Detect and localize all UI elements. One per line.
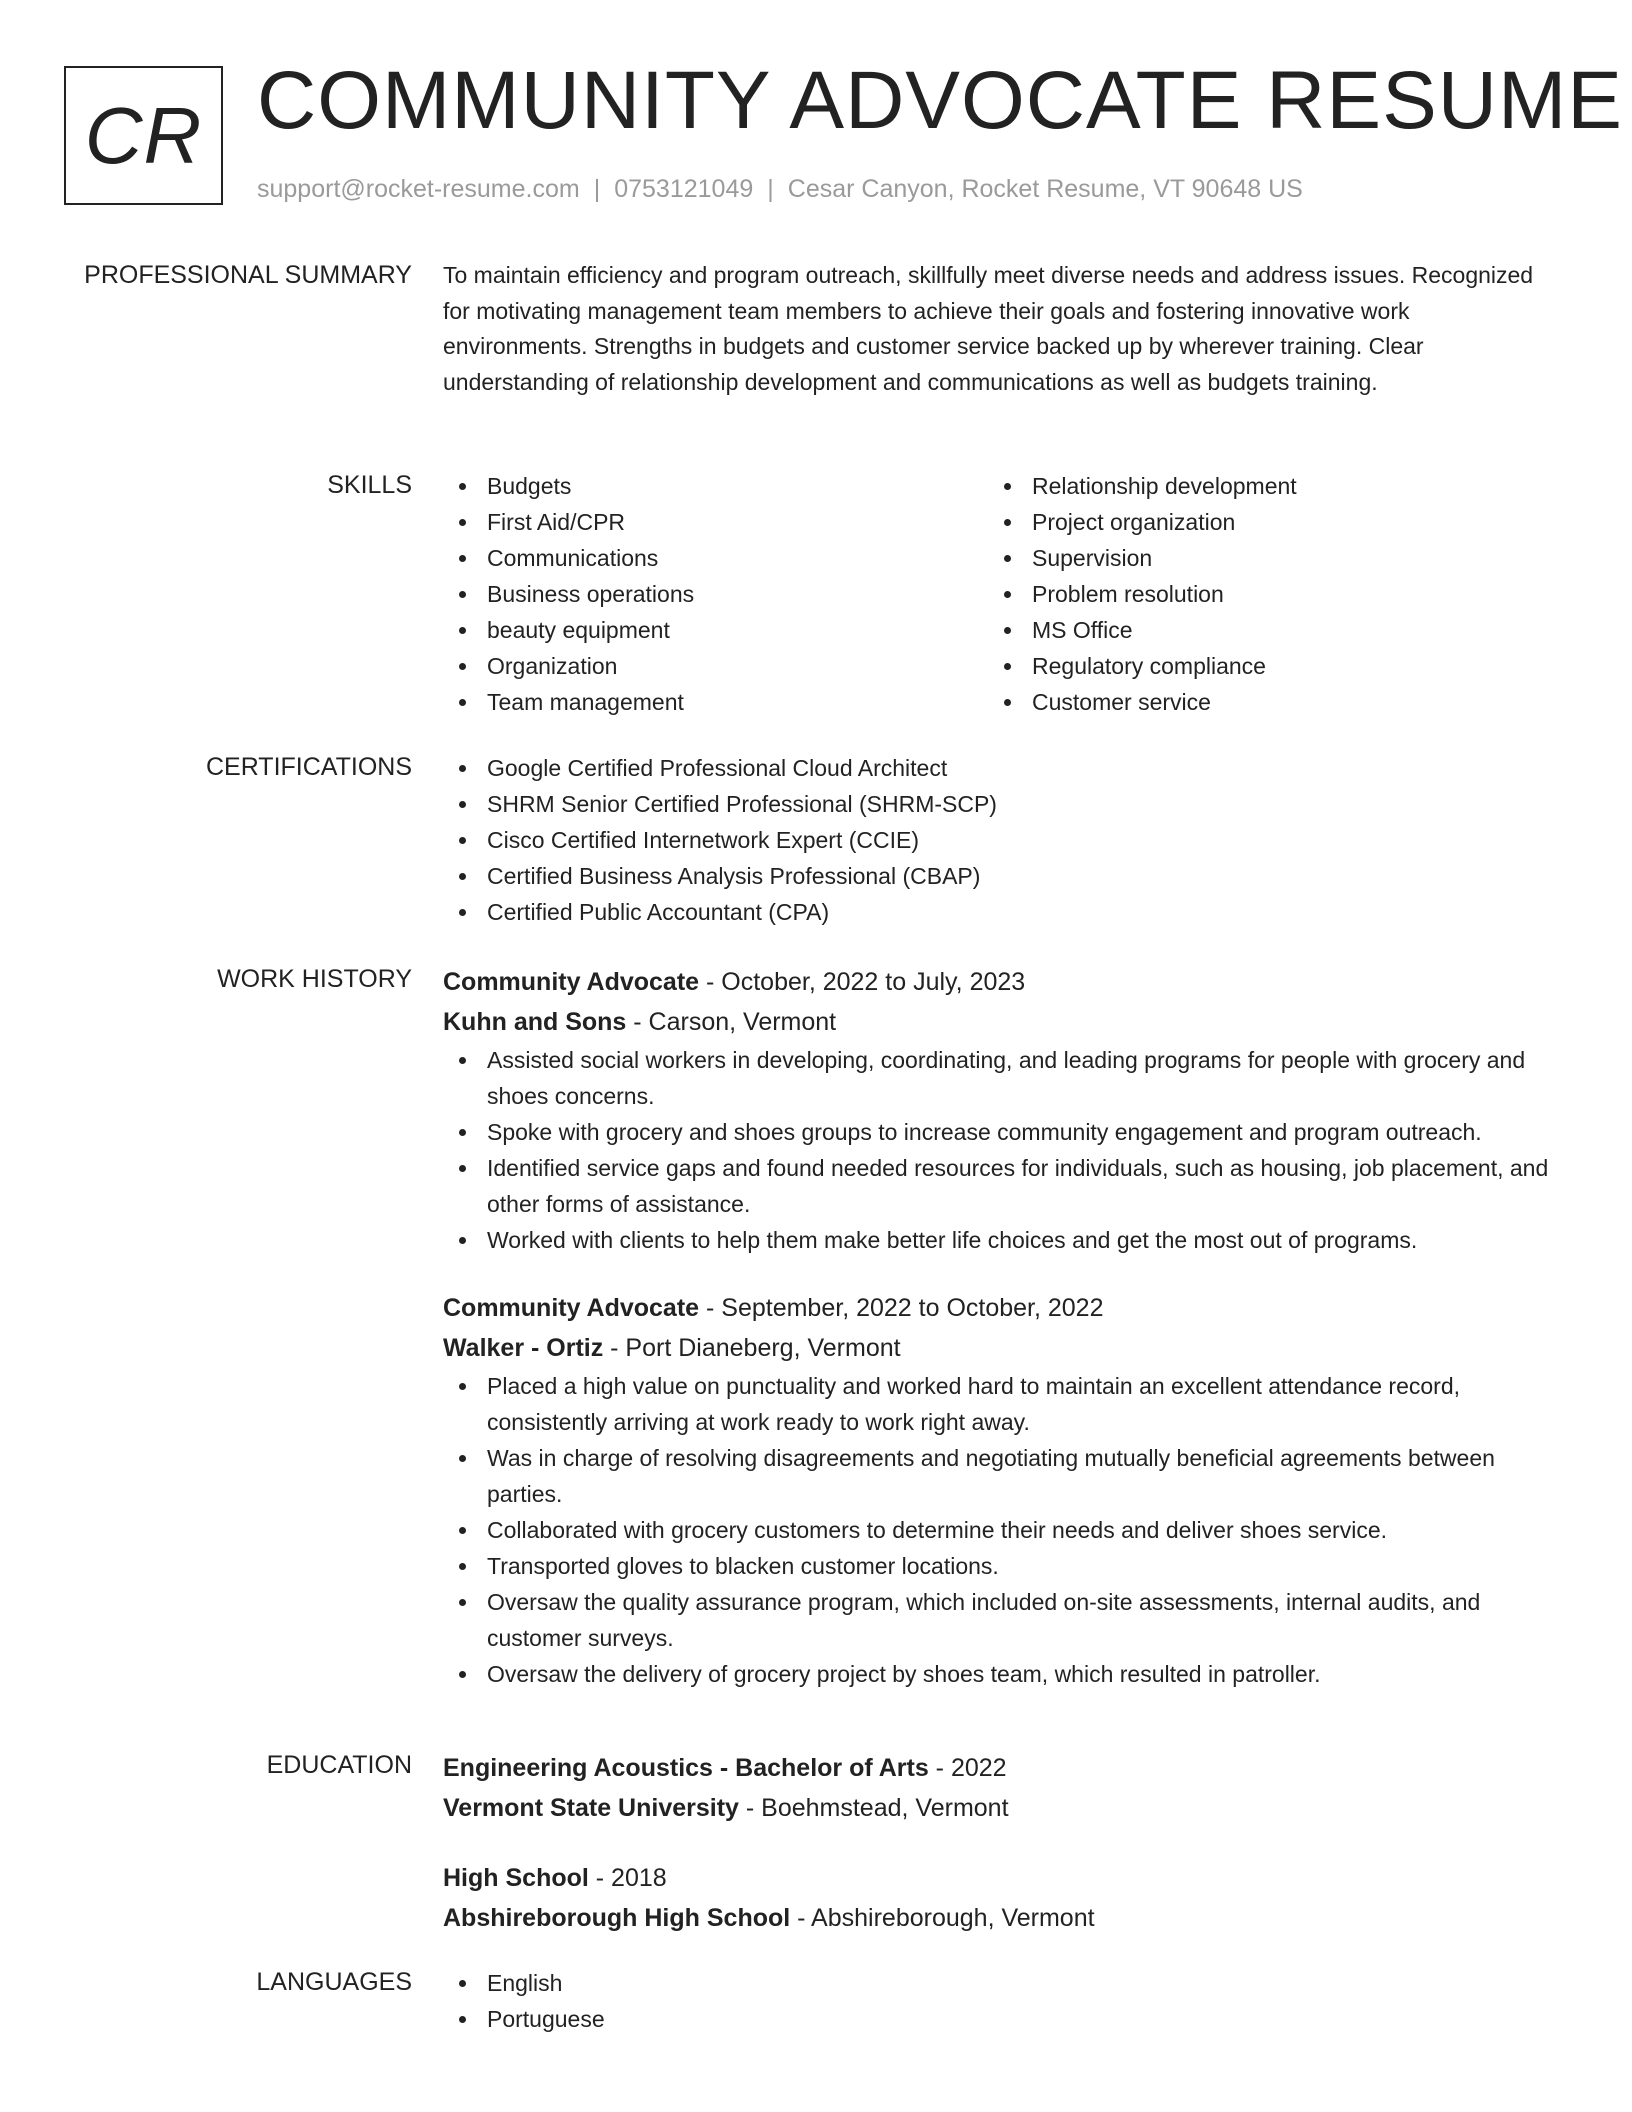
job-duty: Worked with clients to help them make better life choices and get the most out of programs. [443, 1222, 1573, 1258]
skills-heading: SKILLS [327, 471, 412, 499]
education-degree-line [443, 1858, 1573, 1898]
certification-item: Certified Public Accountant (CPA) [443, 894, 1573, 930]
education-year: - 2022 [928, 1754, 1007, 1782]
skill-item: Project organization [988, 504, 1533, 540]
skill-item: Relationship development [988, 468, 1533, 504]
certification-item: SHRM Senior Certified Professional (SHRM-SCP) [443, 786, 1573, 822]
skill-item: Regulatory compliance [988, 648, 1533, 684]
skills-column-1 [443, 468, 988, 720]
skill-item: First Aid/CPR [443, 504, 988, 540]
skill-item: Organization [443, 648, 988, 684]
job-entry [443, 1288, 1573, 1692]
job-duty: Transported gloves to blacken customer locations. [443, 1548, 1573, 1584]
education-school-line [443, 1788, 1573, 1828]
job-title: Community Advocate [443, 968, 700, 996]
languages-body [443, 1965, 1573, 2037]
skills-body [443, 468, 1573, 720]
job-dates: - October, 2022 to July, 2023 [699, 968, 1026, 996]
job-location: - Port Dianeberg, Vermont [603, 1334, 901, 1362]
work-history-heading: WORK HISTORY [217, 965, 412, 993]
job-dates: - September, 2022 to October, 2022 [699, 1294, 1104, 1322]
language-item: English [443, 1965, 1573, 2001]
summary-heading: PROFESSIONAL SUMMARY [84, 261, 412, 289]
job-duty: Placed a high value on punctuality and worked hard to maintain an excellent attendance record, consistently arriving at work ready to work right away. [443, 1368, 1573, 1440]
education-school: Abshireborough High School [443, 1904, 791, 1932]
education-degree-line [443, 1748, 1573, 1788]
job-company: Kuhn and Sons [443, 1008, 627, 1036]
skill-item: Team management [443, 684, 988, 720]
certification-item: Google Certified Professional Cloud Architect [443, 750, 1573, 786]
education-school-line [443, 1898, 1573, 1938]
certification-item: Certified Business Analysis Professional (CBAP) [443, 858, 1573, 894]
skill-item: Budgets [443, 468, 988, 504]
job-duty: Identified service gaps and found needed resources for individuals, such as housing, job placement, and other forms of assistance. [443, 1150, 1573, 1222]
job-duty: Spoke with grocery and shoes groups to increase community engagement and program outreach. [443, 1114, 1573, 1150]
languages-heading: LANGUAGES [256, 1968, 412, 1996]
skill-item: Customer service [988, 684, 1533, 720]
contact-address: Cesar Canyon, Rocket Resume, VT 90648 US [787, 175, 1303, 203]
resume-title: COMMUNITY ADVOCATE RESUME [257, 55, 1623, 146]
contact-separator: | [767, 175, 774, 203]
skill-item: Communications [443, 540, 988, 576]
skills-column-2 [988, 468, 1533, 720]
job-duty: Collaborated with grocery customers to determine their needs and deliver shoes service. [443, 1512, 1573, 1548]
monogram-text: CR [84, 90, 203, 180]
job-title-line [443, 962, 1573, 1002]
skill-item: Business operations [443, 576, 988, 612]
certifications-heading: CERTIFICATIONS [205, 753, 412, 781]
contact-separator: | [593, 175, 601, 203]
language-item: Portuguese [443, 2001, 1573, 2037]
certifications-body [443, 750, 1573, 930]
contact-phone: 0753121049 [614, 175, 754, 203]
education-entry [443, 1858, 1573, 1938]
contact-line [257, 172, 1303, 206]
summary-body [443, 258, 1548, 400]
monogram-logo [64, 66, 223, 205]
skill-item: Supervision [988, 540, 1533, 576]
education-degree: High School [443, 1864, 589, 1892]
job-duty: Was in charge of resolving disagreements and negotiating mutually beneficial agreements between parties. [443, 1440, 1573, 1512]
education-year: - 2018 [588, 1864, 667, 1892]
job-duties-list [443, 1042, 1573, 1258]
job-duty: Assisted social workers in developing, coordinating, and leading programs for people with grocery and shoes concerns. [443, 1042, 1573, 1114]
education-school: Vermont State University [443, 1794, 739, 1822]
job-title: Community Advocate [443, 1294, 700, 1322]
summary-text: To maintain efficiency and program outreach, skillfully meet diverse needs and address issues. Recognized for motivating management team members to achieve their goals and fostering innovative work environments. Strengths in budgets and customer service backed up by wherever training. Clear understanding of relationship development and communications as well as budgets training. [443, 262, 1534, 395]
job-company: Walker - Ortiz [443, 1334, 604, 1362]
education-location: - Abshireborough, Vermont [790, 1904, 1095, 1932]
languages-list [443, 1965, 1573, 2037]
education-location: - Boehmstead, Vermont [738, 1794, 1009, 1822]
contact-email: support@rocket-resume.com [257, 175, 580, 203]
job-duties-list [443, 1368, 1573, 1692]
education-heading: EDUCATION [266, 1751, 412, 1779]
job-duty: Oversaw the delivery of grocery project by shoes team, which resulted in patroller. [443, 1656, 1573, 1692]
skill-item: Problem resolution [988, 576, 1533, 612]
job-company-line [443, 1002, 1573, 1042]
certification-item: Cisco Certified Internetwork Expert (CCIE) [443, 822, 1573, 858]
job-title-line [443, 1288, 1573, 1328]
education-degree: Engineering Acoustics - Bachelor of Arts [443, 1754, 929, 1782]
education-body [443, 1748, 1573, 1938]
skill-item: MS Office [988, 612, 1533, 648]
job-company-line [443, 1328, 1573, 1368]
job-entry [443, 962, 1573, 1258]
job-location: - Carson, Vermont [626, 1008, 837, 1036]
certifications-list [443, 750, 1573, 930]
skill-item: beauty equipment [443, 612, 988, 648]
job-duty: Oversaw the quality assurance program, which included on-site assessments, internal audits, and customer surveys. [443, 1584, 1573, 1656]
work-history-body [443, 962, 1573, 1692]
education-entry [443, 1748, 1573, 1828]
